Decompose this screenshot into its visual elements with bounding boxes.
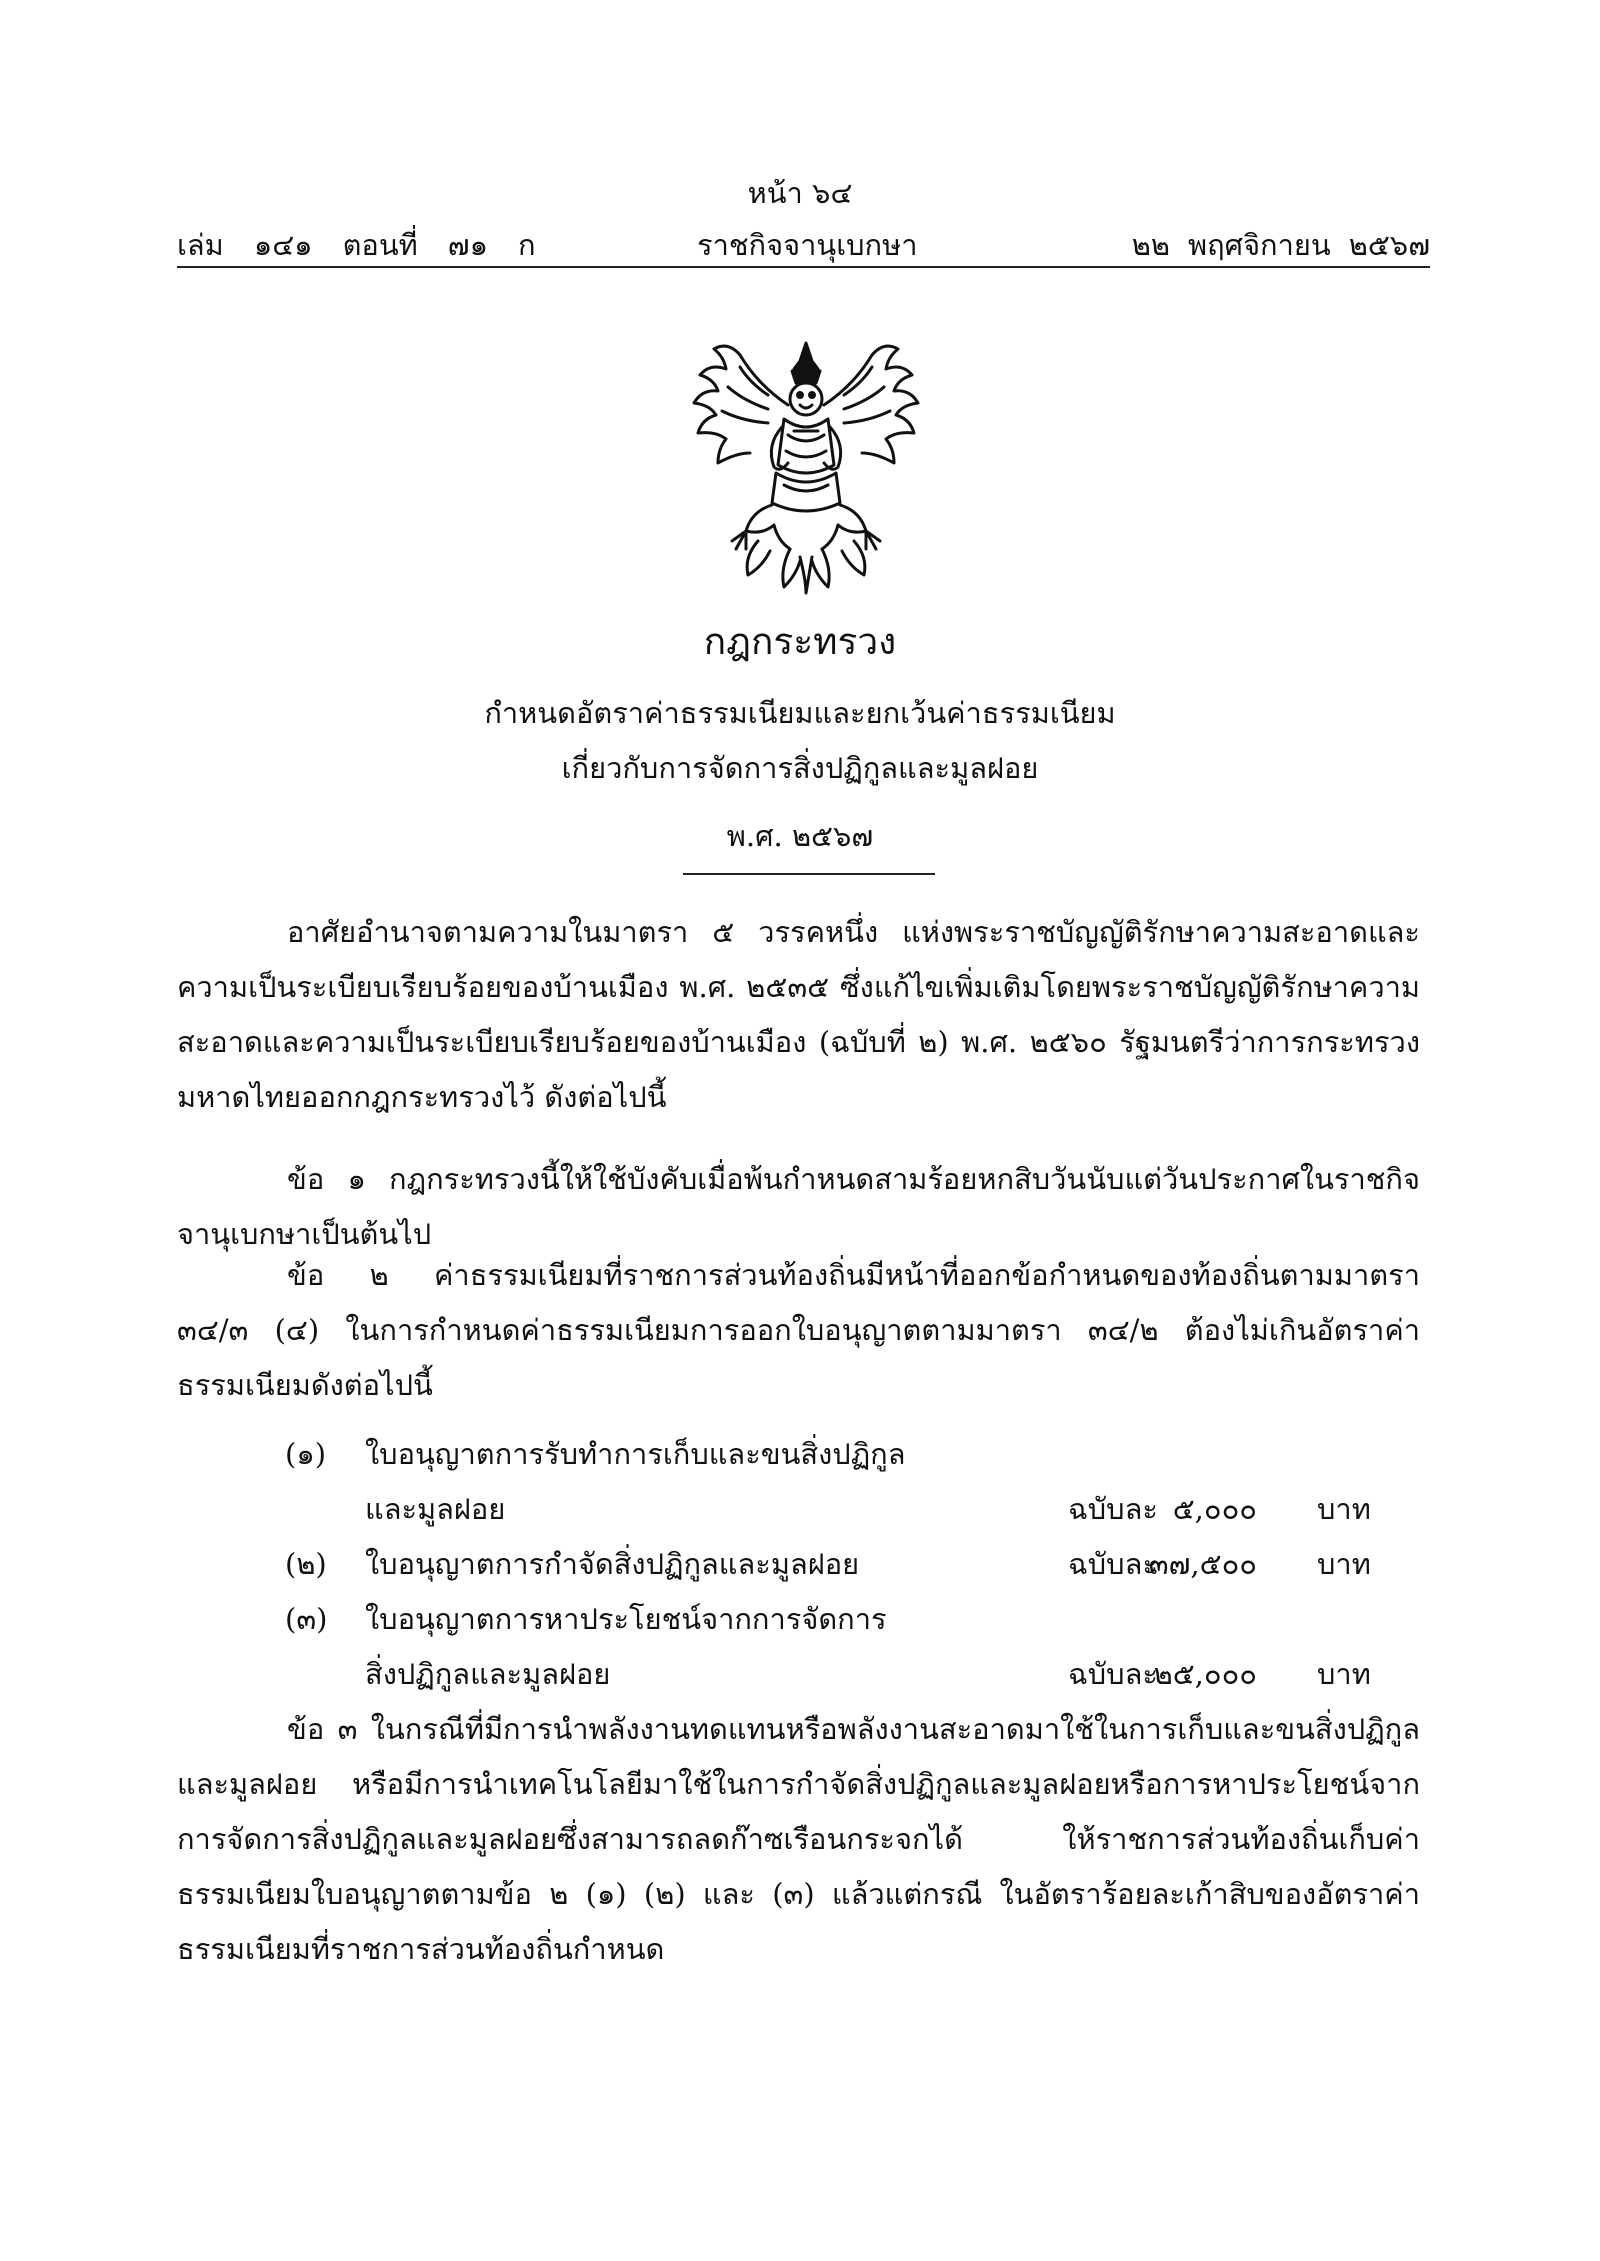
clause-3-paragraph [177,1702,1420,1977]
fee-row [177,1537,1420,1592]
preamble-paragraph [177,905,1420,1125]
fee-currency: บาท [1317,1547,1371,1581]
fee-description-cont: และมูลฝอย [365,1492,506,1526]
fee-unit: ฉบับละ [1068,1492,1158,1526]
date-year: ๒๕๖๗ [1348,228,1430,262]
clause-1-text: ข้อ ๑ กฎกระทรวงนี้ให้ใช้บังคับเมื่อพ้นกำหนดสามร้อยหกสิบวันนับแต่วันประกาศในราชกิจจานุเบกษาเป็นต้นไป [177,1162,1420,1251]
page-number: หน้า ๖๔ [747,176,853,210]
publication-name: ราชกิจจานุเบกษา [697,228,918,262]
fee-currency: บาท [1317,1657,1371,1691]
document-subtitle-line2: เกี่ยวกับการจัดการสิ่งปฏิกูลและมูลฝอย [561,751,1039,785]
fee-amount: ๓๗,๕๐๐ [1148,1547,1257,1581]
volume-label: เล่ม [177,228,224,262]
title-divider [683,873,935,875]
fee-description: ใบอนุญาตการหาประโยชน์จากการจัดการ [365,1602,887,1636]
document-subtitle-line1: กำหนดอัตราค่าธรรมเนียมและยกเว้นค่าธรรมเนียม [484,696,1116,730]
fee-description: ใบอนุญาตการกำจัดสิ่งปฏิกูลและมูลฝอย [365,1547,860,1581]
fee-unit: ฉบับละ [1068,1657,1158,1691]
volume-number: ๑๔๑ [253,228,313,262]
fee-item-2 [177,1537,1420,1592]
header-divider [177,266,1430,268]
fee-description: ใบอนุญาตการรับทำการเก็บและขนสิ่งปฏิกูล [365,1437,906,1471]
clause-1-paragraph [177,1152,1420,1262]
fee-amount: ๒๕,๐๐๐ [1153,1657,1257,1691]
fee-number: (๒) [285,1547,327,1581]
date-day: ๒๒ [1131,228,1170,262]
clause-3-text: ข้อ ๓ ในกรณีที่มีการนำพลังงานทดแทนหรือพลังงานสะอาดมาใช้ในการเก็บและขนสิ่งปฏิกูลและมูลฝอย หรือมีการนำเทคโนโลยีมาใช้ในการกำจัดสิ่งปฏิกูลและมูลฝอยหรือการหาประโยชน์จากการจัดการสิ่งปฏิกูลและมูลฝอยซึ่งสามารถลดก๊าซเรือนกระจกได้ ให้ราชการส่วนท้องถิ่นเก็บค่าธรรมเนียมใบอนุญาตตามข้อ ๒ (๑) (๒) และ (๓) แล้วแต่กรณี ในอัตราร้อยละเก้าสิบของอัตราค่าธรรมเนียมที่ราชการส่วนท้องถิ่นกำหนด [177,1712,1420,1966]
gazette-volume-info [177,222,566,268]
issue-label: ตอนที่ [342,228,418,262]
fee-row [177,1647,1420,1702]
preamble-text: อาศัยอำนาจตามความในมาตรา ๕ วรรคหนึ่ง แห่งพระราชบัญญัติรักษาความสะอาดและความเป็นระเบียบเรียบร้อยของบ้านเมือง พ.ศ. ๒๕๓๕ ซึ่งแก้ไขเพิ่มเติมโดยพระราชบัญญัติรักษาความสะอาดและความเป็นระเบียบเรียบร้อยของบ้านเมือง (ฉบับที่ ๒) พ.ศ. ๒๕๖๐ รัฐมนตรีว่าการกระทรวงมหาดไทยออกกฎกระทรวงไว้ ดังต่อไปนี้ [177,915,1420,1114]
fee-item-1 [177,1427,1420,1537]
date-month: พฤศจิกายน [1187,228,1331,262]
fee-row [177,1427,1420,1482]
document-title: กฎกระทรวง [703,620,897,663]
garuda-emblem-icon [688,335,924,597]
fee-description-cont: สิ่งปฏิกูลและมูลฝอย [365,1657,611,1691]
fee-row [177,1482,1420,1537]
document-year: พ.ศ. ๒๕๖๗ [726,819,874,853]
fee-number: (๓) [285,1602,328,1636]
section-letter: ก [518,228,536,262]
fee-unit: ฉบับละ [1068,1547,1158,1581]
publication-date [1114,222,1430,268]
fee-row [177,1592,1420,1647]
fee-schedule [177,1427,1420,1702]
issue-number: ๗๑ [447,228,488,262]
fee-currency: บาท [1317,1492,1371,1526]
fee-item-3 [177,1592,1420,1702]
clause-2-paragraph [177,1248,1420,1413]
clause-2-text: ข้อ ๒ ค่าธรรมเนียมที่ราชการส่วนท้องถิ่นมีหน้าที่ออกข้อกำหนดของท้องถิ่นตามมาตรา ๓๔/๓ (๔) ในการกำหนดค่าธรรมเนียมการออกใบอนุญาตตามมาตรา ๓๔/๒ ต้องไม่เกินอัตราค่าธรรมเนียมดังต่อไปนี้ [177,1258,1420,1402]
fee-number: (๑) [285,1437,327,1471]
fee-amount: ๕,๐๐๐ [1172,1492,1257,1526]
